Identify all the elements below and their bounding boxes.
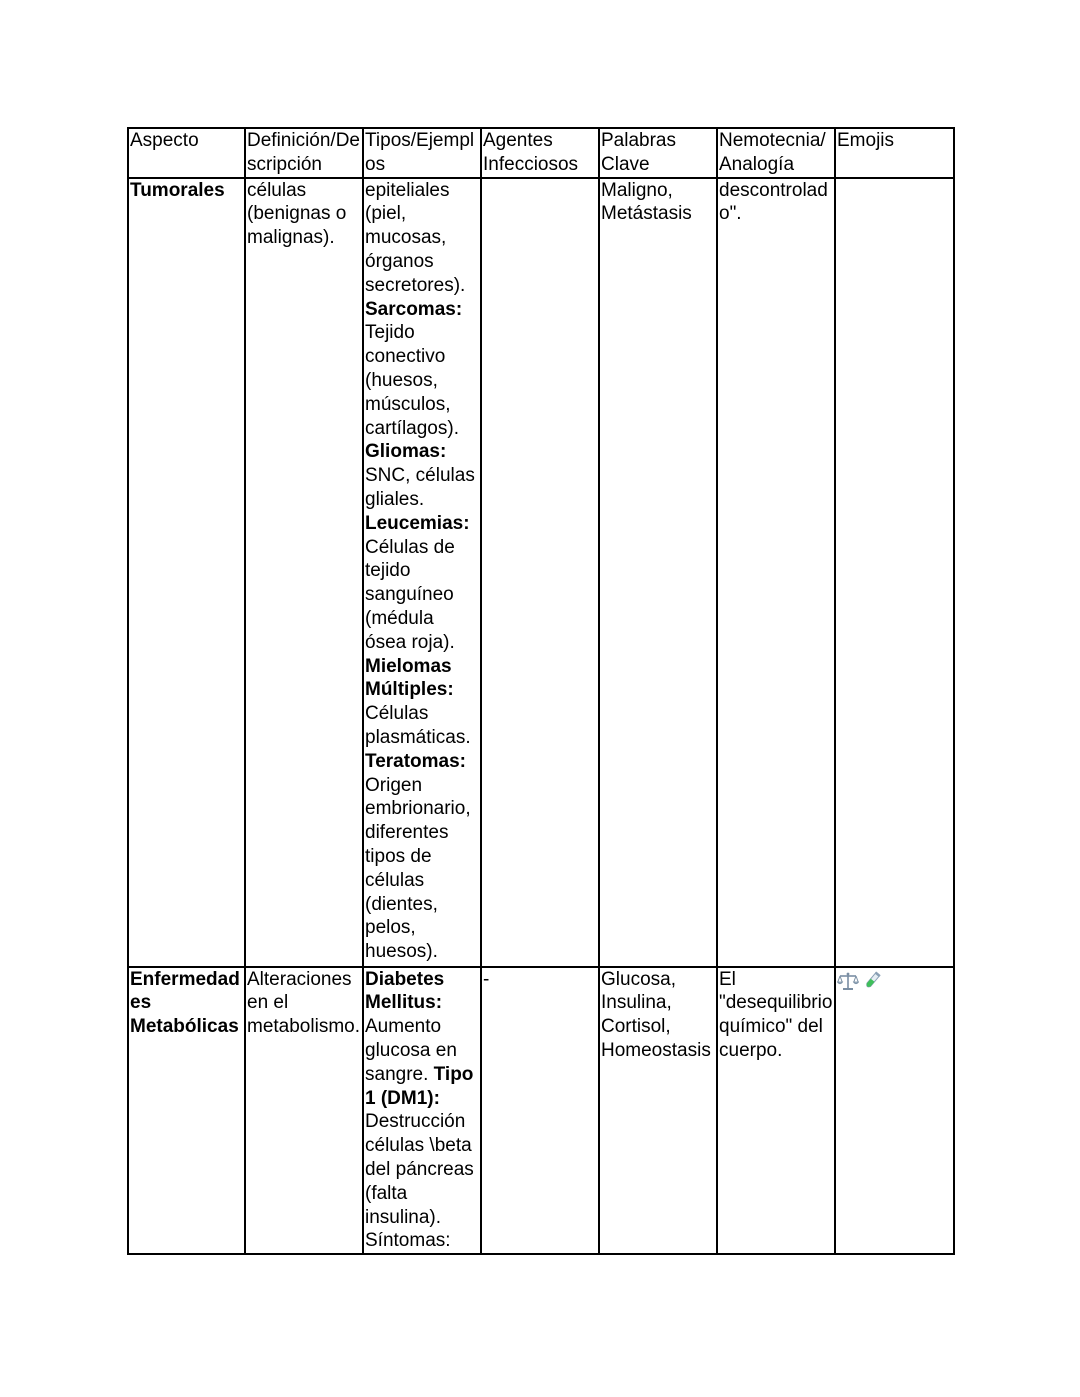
tipos-label: Gliomas: <box>365 441 447 463</box>
tipos-text: Células de tejido sanguíneo (médula ósea roja). <box>365 536 455 653</box>
header-definicion: Definición/Descripción <box>245 128 363 178</box>
cell-definicion: Alteraciones en el metabolismo. <box>245 967 363 1255</box>
tipos-label: Sarcomas: <box>365 298 463 320</box>
tipos-text: Tejido conectivo (huesos, músculos, cartílagos). <box>365 322 459 439</box>
table-row <box>128 967 954 1255</box>
cell-aspecto: Enfermedades Metabólicas <box>128 967 245 1255</box>
test-tube-icon <box>861 970 883 992</box>
tipos-label: Tipo 1 (DM1): <box>365 1063 474 1109</box>
header-emojis: Emojis <box>835 128 954 178</box>
header-tipos: Tipos/Ejemplos <box>363 128 481 178</box>
cell-palabras: Maligno, Metástasis <box>599 178 717 967</box>
tipos-text: epiteliales (piel, mucosas, órganos secretores). <box>365 179 466 296</box>
tipos-text: Células plasmáticas. <box>365 703 471 748</box>
tipos-text: SNC, células gliales. <box>365 465 475 510</box>
cell-nemotecnia: El "desequilibrio químico" del cuerpo. <box>717 967 835 1255</box>
cell-nemotecnia: descontrolado". <box>717 178 835 967</box>
cell-emojis <box>835 967 954 1255</box>
cell-palabras: Glucosa, Insulina, Cortisol, Homeostasis <box>599 967 717 1255</box>
table-row <box>128 178 954 967</box>
tipos-text: Origen embrionario, diferentes tipos de células (dientes, pelos, huesos). <box>365 774 471 963</box>
table-header-row <box>128 128 954 178</box>
cell-aspecto: Tumorales <box>128 178 245 967</box>
cell-definicion: células (benignas o malignas). <box>245 178 363 967</box>
tipos-label: Mielomas Múltiples: <box>365 655 454 701</box>
tipos-label: Diabetes Mellitus: <box>365 968 445 1014</box>
tipos-label: Teratomas: <box>365 750 467 772</box>
cell-tipos <box>363 178 481 967</box>
header-palabras: Palabras Clave <box>599 128 717 178</box>
header-nemotecnia: Nemotecnia/ Analogía <box>717 128 835 178</box>
cell-agentes: - <box>481 967 599 1255</box>
cell-tipos <box>363 967 481 1255</box>
tipos-label: Leucemias: <box>365 512 470 534</box>
header-aspecto: Aspecto <box>128 128 245 178</box>
tipos-text: Aumento glucosa en sangre. <box>365 1016 457 1085</box>
header-agentes: Agentes Infecciosos <box>481 128 599 178</box>
tipos-text: Destrucción células \beta del páncreas (falta insulina). Síntomas: <box>365 1111 474 1252</box>
balance-scale-icon <box>837 971 859 991</box>
cell-emojis <box>835 178 954 967</box>
emoji-group <box>837 970 883 992</box>
cell-agentes <box>481 178 599 967</box>
summary-table <box>127 127 955 1255</box>
